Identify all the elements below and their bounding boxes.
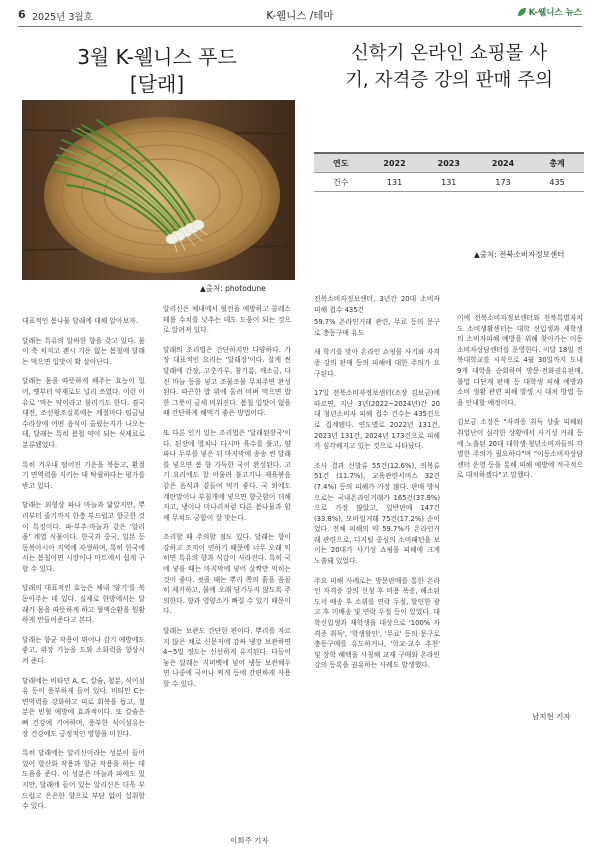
dallae-photo bbox=[22, 100, 295, 280]
paragraph: 주요 피해 사례로는 방문판매를 통한 온라인 자격증 강의 신청 후 비용 폭증, 해소된 도서 배송 후 소위를 연락 두절, 할인한 광고 후 미배송 및 연락 두절 등이 있었다. 대학신입생과 재학생을 대상으로 '100% 자격증 취득', '학생할인', '무료' 등의 문구로 충동구매를 유도하거나, '학교·교수 추천' 및 장학 혜택을 사칭해 교재 구매와 온라인 강의 등록을 권유하는 사례도 발생했다. bbox=[314, 576, 440, 670]
table-header-cell: 2022 bbox=[367, 153, 421, 173]
left-article-column-2 bbox=[163, 304, 291, 699]
paragraph: 달래는 보관도 간단한 편이다. 뿌리를 자르지 않은 채로 신문지에 감싸 냉장 보관하면 4~5일 정도는 신선하게 유지된다. 다듬어 놓은 달래는 지퍼백에 넣어 냉동 보관해두면 나중에 국이나 찌개 등에 간편하게 사용할 수 있다. bbox=[163, 627, 291, 688]
photo-credit: ▲출처: photodune bbox=[200, 284, 266, 293]
logo-text: K-웰니스 뉴스 bbox=[528, 8, 582, 18]
paragraph: 조리할 때 주의할 점도 있다. 달래는 향이 강하고 조직이 연하기 때문에 너무 오래 익히면 특유의 향과 식감이 사라진다. 특히 국에 넣을 때는 마지막에 넣어 살짝만 익히는 것이 좋다. 씻을 때는 뿌리 쪽의 흙을 꼼꼼히 제거하고, 물에 오래 담가두지 않도록 주의한다. 향과 영양소가 빠질 수 있기 때문이다. bbox=[163, 533, 291, 616]
left-headline-line1: 3월 K-웰니스 푸드 bbox=[77, 45, 237, 69]
subheadline: 59.7% 온라인거래 관련, 무료 등의 문구로 충동구매 유도 bbox=[314, 318, 440, 337]
right-headline-line2: 기, 자격증 강의 판매 주의 bbox=[344, 70, 554, 91]
paragraph: 이에 전북소비자정보센터와 전북특별자치도 소비생활센터는 대학 신입생과 재학생의 소비자피해 예방을 위해 찾아가는 이동소비자상담센터를 운영한다. 이달 18일 전북대학교를 시작으로 4월 30일까지 도내 9개 대학을 순회하며 방문·전화권유판매, 불법 다단계 판매 등 대학생 피해 예방과 소비 생활 관련 피해 발생 시 대처 방법 등을 안내할 예정이다. bbox=[457, 314, 583, 407]
subheadline: 전북소비자정보센터, 3년간 20대 소비자 피해 접수 435건 bbox=[314, 295, 440, 314]
left-byline: 이희주 기자 bbox=[230, 836, 269, 845]
paragraph: 달래에는 비타민 A, C, 칼슘, 철분, 식이섬유 등이 풍부하게 들어 있다. 비타민 C는 면역력을 강화하고 피로 회복을 돕고, 철분은 빈혈 예방에 효과적이다. 또 칼슘은 뼈 건강에 기여하며, 풍부한 식이섬유는 장 건강에도 긍정적인 영향을 미친다. bbox=[22, 676, 145, 738]
header-divider bbox=[18, 26, 582, 27]
paragraph: 조사 결과 신발류 55건(12.6%), 의복류 51건 (11.7%), 교육관련서비스 32건(7.4%) 등의 피해가 가장 많다. 판매 방식으로는 국내온라인거래가 165건(37.9%)으로 가장 많았고, 일반판매 147건(33.8%), 모바일거래 75건(17.2%) 순이었다. 전체 피해의 약 59.7%가 온라인거래 관련으로, 디지털 중심의 소비패턴을 보이는 20대가 사기성 쇼핑몰 피해에 크게 노출돼 있었다. bbox=[314, 461, 440, 566]
table-header-cell: 총계 bbox=[530, 153, 584, 173]
damage-stats-table bbox=[314, 152, 584, 192]
right-article-column-1 bbox=[314, 294, 440, 680]
table-header-cell: 2023 bbox=[422, 153, 476, 173]
table-header-row bbox=[314, 153, 584, 173]
paragraph: 달래의 대표적인 효능은 체내 '양기'를 북돋아주는 데 있다. 실제로 한방에서는 달래가 몸을 따뜻하게 하고 혈액순환을 원활하게 만들어준다고 본다. bbox=[22, 584, 145, 625]
paragraph: 달래는 향균 작용이 뛰어나 감기 예방에도 좋고, 위장 기능을 도와 소화력을 향상시켜 준다. bbox=[22, 635, 145, 666]
paragraph: 달래의 조리법은 간단하지만 다양하다. 가장 대표적인 요리는 '달래장'이다. 잘게 썬 달래에 간장, 고춧가루, 참기름, 깨소금, 다진 마늘 등을 넣고 조물조물 무쳐주면 완성된다. 따끈한 밥 위에 올려 비벼 먹으면 밥 한 그릇이 금세 비워진다. 봄철 입맛이 없을 때 간단하게 해먹기 좋은 방법이다. bbox=[163, 345, 291, 418]
table-cell: 건수 bbox=[314, 173, 367, 192]
paragraph: 특히 달래에는 알리신이라는 성분이 들어 있어 항산화 작용과 항균 작용을 하는 데 도움을 준다. 이 성분은 마늘과 파에도 있지만, 달래에 들어 있는 알리신은 더욱 부드럽고 은은한 향으로 부담 없이 섭취할 수 있다. bbox=[22, 749, 145, 811]
page-number: 6 bbox=[18, 8, 26, 21]
table-header-cell: 연도 bbox=[314, 153, 367, 173]
left-headline-line2: [달래] bbox=[129, 72, 185, 96]
paragraph: 달래는 특유의 알싸한 향을 갖고 있다. 몸이 축 처지고 괜시 기운 없는 봄철에 달래는 먹으면 입맛이 확 살아난다. bbox=[22, 336, 145, 366]
table-cell: 435 bbox=[530, 173, 584, 192]
left-article-column-1 bbox=[22, 316, 145, 821]
section-title: K-웰니스 /테마 bbox=[266, 10, 334, 22]
right-article-column-2 bbox=[457, 313, 583, 490]
table-row bbox=[314, 173, 584, 192]
publication-logo bbox=[517, 6, 582, 18]
right-byline: 남지현 기자 bbox=[532, 712, 571, 721]
paragraph: 김보금 소장은 "자격증 취득 상술 피해와 취업난이 심각한 상황에서 사기성 거래 등에 노출된 20대 대학생·청년소비자들의 각별한 주의가 필요하다"며 "이동소비자상담센터 운영 등을 통해 피해 예방에 적극적으로 대처하겠다"고 말했다. bbox=[457, 418, 583, 480]
right-headline-line1: 신학기 온라인 쇼핑몰 사 bbox=[350, 43, 548, 64]
paragraph: 알리신은 체내에서 혈전을 예방하고 콜레스테롤 수치를 낮추는 데도 도움이 되는 것으로 알려져 있다. bbox=[163, 305, 291, 335]
left-headline bbox=[22, 44, 292, 98]
paragraph: 새 학기를 맞아 온라인 쇼핑몰 사기와 자격증 강의 판매 등의 피해에 대한 주의가 요구된다. bbox=[314, 348, 440, 378]
page-header bbox=[18, 6, 582, 26]
table-cell: 131 bbox=[367, 173, 421, 192]
paragraph: 달래는 몸을 따뜻하게 해주는 효능이 있어, 옛부터 약재로도 널리 쓰였다. 이런 이유로 '먹는 약이라고 불리기도 한다. 겸국대전, 조선왕조실록에는 계절마다 임금님 수라상에 어떤 음식이 올랐는지가 나오는데, 달래는 특히 봄철 약이 되는 식재료로 분류됐었다. bbox=[22, 377, 145, 449]
issue-date: 2025년 3월호 bbox=[32, 12, 93, 23]
paragraph: 달래는 외형상 파나 마늘과 닮았지만, 뿌리부터 줄기까지 한층 부드럽고 향긋한 것이 특징이다. 파·부추·마늘과 같은 '알리움' 계열 식물이다. 한국과 중국, 일본 등 동북아시아 지역에 자생하며, 특히 한국에서는 봄철이면 시장이나 마트에서 쉽게 구할 수 있다. bbox=[22, 501, 145, 573]
paragraph: 또 다른 인기 있는 조리법은 '달래된장국'이다. 된장에 멸치나 다시마 육수를 풀고, 양파나 두부를 넣은 뒤 마지막에 송송 썬 달래를 넣으면 봄 향 가득한 국이 완성된다. 고기 요리에도 잘 어울려 불고기나 제육볶음 같은 음식과 곁들여 먹기 좋다. 국 외에도 계란말이나 부침개에 넣으면 향긋함이 더해지고, 냉이나 미나리처럼 다른 봄나물과 함께 무쳐도 궁합이 잘 맞는다. bbox=[163, 428, 291, 522]
paragraph: 대표적인 봄나물 달래에 대해 알아보자. bbox=[22, 317, 138, 325]
table-cell: 173 bbox=[476, 173, 530, 192]
table-cell: 131 bbox=[422, 173, 476, 192]
paragraph: 17일 전북소비자정보센터(소장 김보금)에 따르면, 지난 3년(2022~2024년)간 20대 청년소비자 피해 접수 건수는 435건으로 집계됐다. 연도별로 2022년 131건, 2023년 131건, 2024년 173건으로 피해가 심각해지고 있는 것으로 나타났다. bbox=[314, 389, 440, 451]
table-header-cell: 2024 bbox=[476, 153, 530, 173]
leaf-icon bbox=[517, 7, 527, 17]
table-credit: ▲출처: 전북소비자정보센터 bbox=[474, 250, 565, 259]
paragraph: 특히 겨우내 떨어진 기운을 북돋고, 환절기 면역력을 지키는 데 탁월하다는 평가를 받고 있다. bbox=[22, 460, 145, 490]
right-headline bbox=[315, 40, 583, 94]
